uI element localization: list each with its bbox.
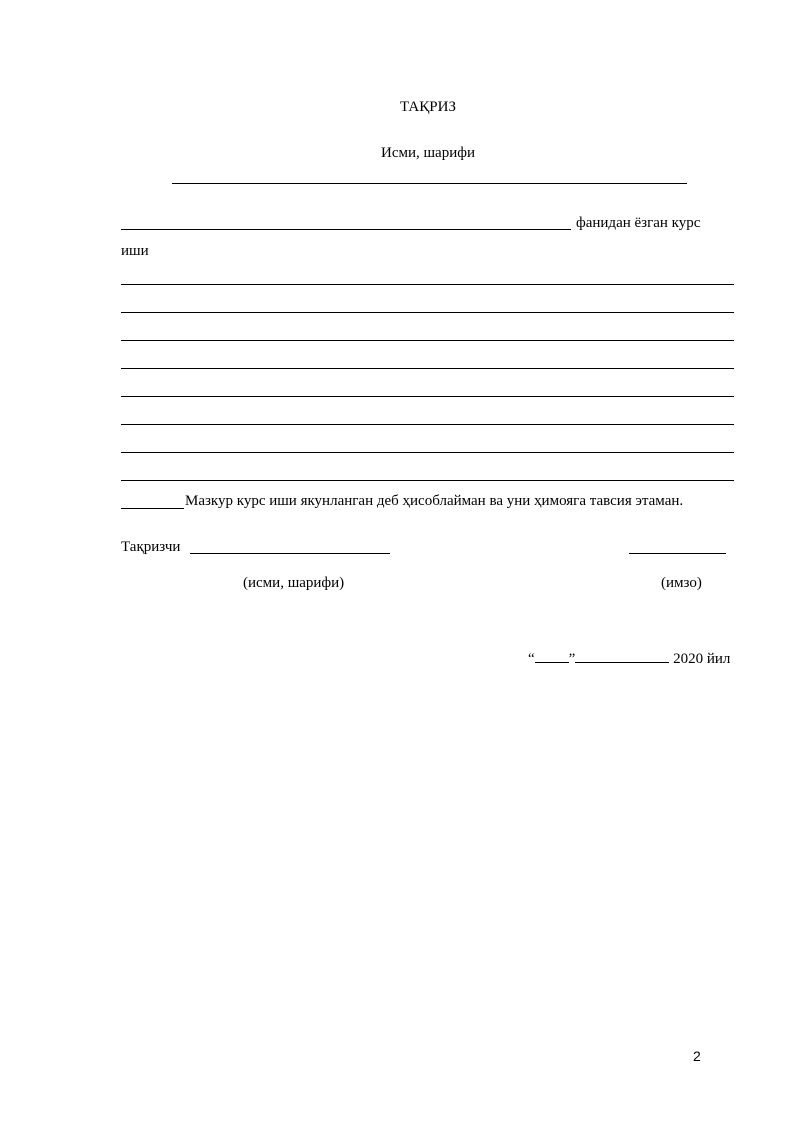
review-line — [121, 396, 734, 397]
reviewer-name-underline — [190, 553, 390, 554]
date-close-quote: ” — [568, 651, 576, 667]
signature-underline — [629, 553, 726, 554]
name-label: Исми, шарифи — [381, 145, 475, 161]
review-line — [121, 312, 734, 313]
recommendation-text: Мазкур курс иши якунланган деб ҳисоблайман ва уни ҳимояга тавсия этаман. — [185, 493, 684, 509]
name-underline — [172, 183, 687, 184]
subject-underline — [121, 229, 571, 230]
recommendation-underline — [121, 508, 184, 509]
review-line — [121, 424, 734, 425]
review-line — [121, 340, 734, 341]
day-underline — [535, 648, 569, 663]
page-number: 2 — [693, 1048, 701, 1064]
subject-suffix: фанидан ёзган курс — [576, 215, 701, 231]
review-line — [121, 284, 734, 285]
date-open-quote: “ — [528, 651, 535, 667]
year-text: 2020 йил — [673, 651, 731, 667]
reviewer-label: Тақризчи — [121, 539, 181, 555]
review-line — [121, 452, 734, 453]
name-caption: (исми, шарифи) — [243, 575, 345, 591]
signature-caption: (имзо) — [661, 575, 702, 591]
document-title: ТАҚРИЗ — [400, 99, 456, 115]
review-line — [121, 368, 734, 369]
review-line — [121, 480, 734, 481]
course-word: иши — [121, 243, 149, 259]
date-line — [528, 648, 730, 668]
month-underline — [575, 648, 669, 663]
